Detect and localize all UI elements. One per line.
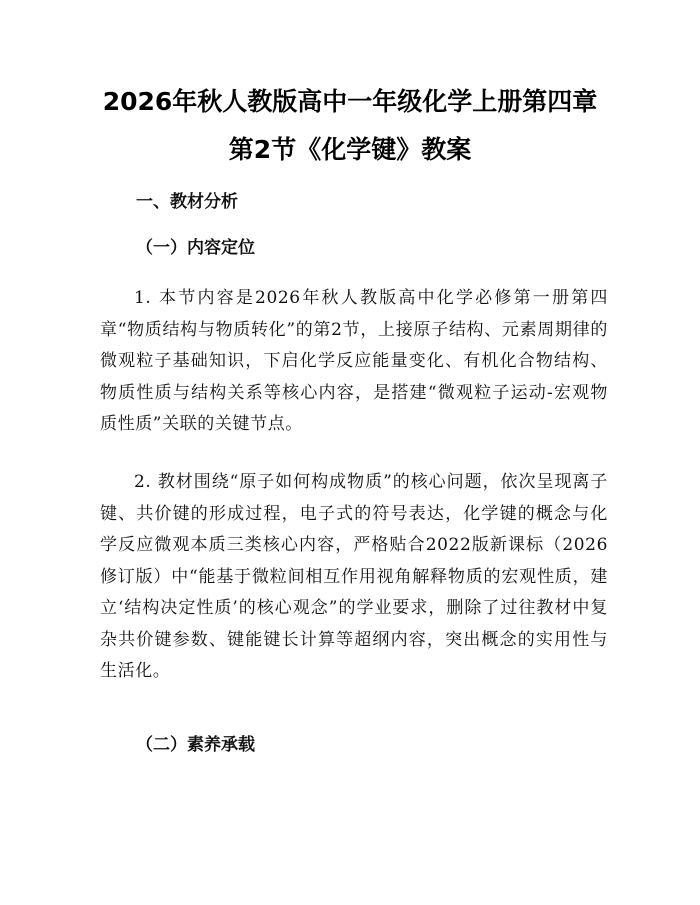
subsection-heading-literacy: （二）素养承载 [136, 735, 255, 755]
paragraph-content-positioning-2: 2. 教材围绕“原子如何构成物质”的核心问题，依次呈现离子键、共价键的形成过程，电子式的符号表达，化学键的概念与化学反应微观本质三类核心内容，严格贴合2022版新课标（2026修订版）中“能基于微粒间相互作用视角解释物质的宏观性质，建立‘结构决定性质’的核心观念”的学业要求，删除了过往教材中复杂共价键参数、键能键长计算等超纲内容，突出概念的实用性与生活化。 [100, 472, 608, 681]
section-heading-textbook-analysis: 一、教材分析 [136, 192, 238, 212]
paragraph-content-positioning-1: 1. 本节内容是2026年秋人教版高中化学必修第一册第四章“物质结构与物质转化”的第2节，上接原子结构、元素周期律的微观粒子基础知识，下启化学反应能量变化、有机化合物结构、物质性质与结构关系等核心内容，是搭建“微观粒子运动-宏观物质性质”关联的关键节点。 [100, 288, 608, 434]
document-title-line1: 2026年秋人教版高中一年级化学上册第四章 [102, 87, 598, 116]
subsection-heading-content-positioning: （一）内容定位 [136, 238, 255, 258]
document-title-line2: 第2节《化学键》教案 [228, 135, 472, 164]
